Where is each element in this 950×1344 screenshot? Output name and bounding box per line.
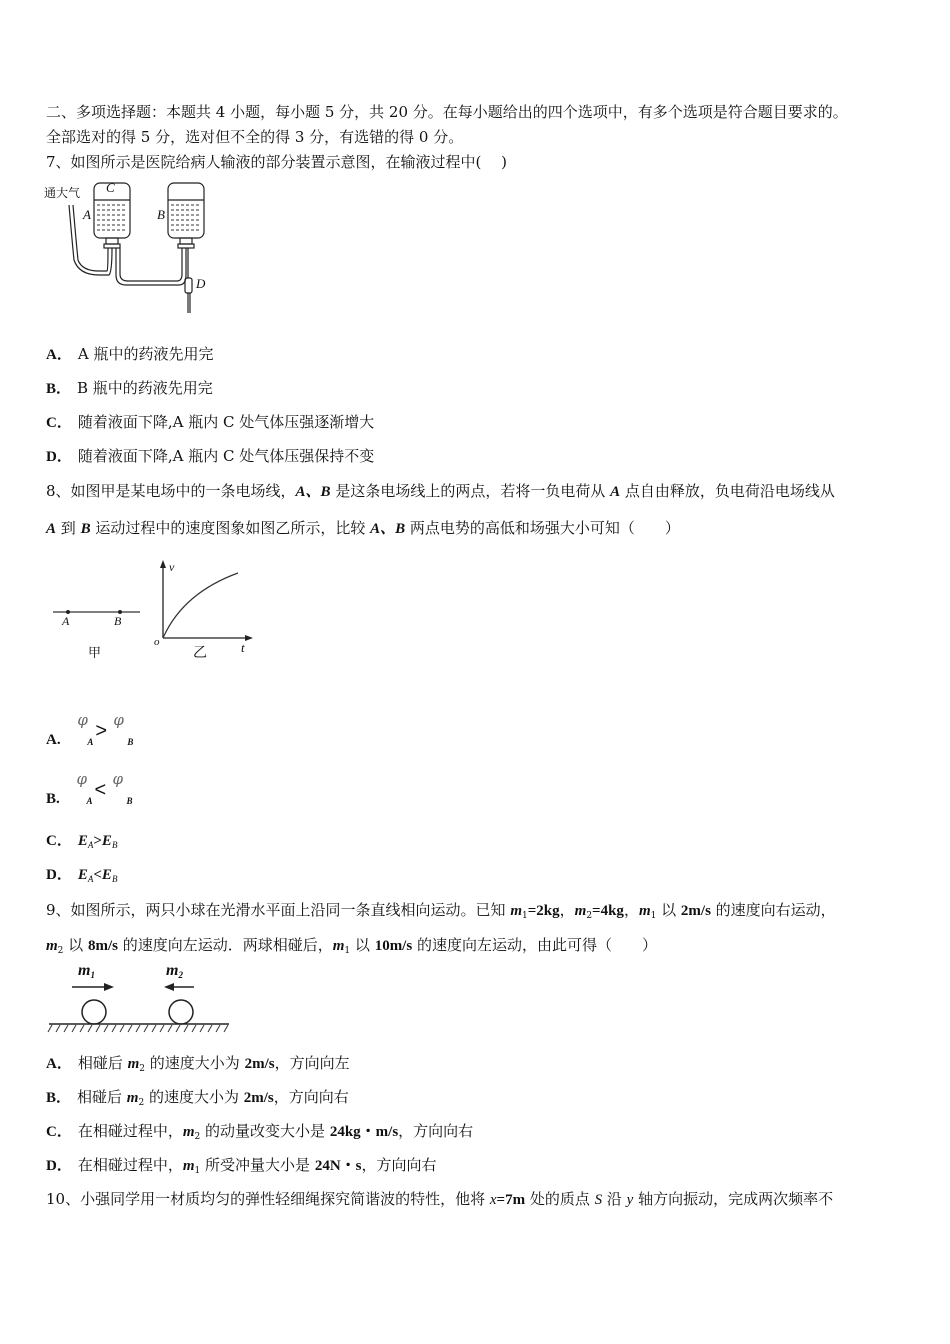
label-air: 通大气 [44, 186, 81, 200]
q8-option-d[interactable]: D． $E_A<E_B$ [46, 867, 118, 884]
q9-option-d[interactable]: D． 在相碰过程中，$m_1$ 所受冲量大小是 24N・s，方向向右 [46, 1156, 437, 1176]
label-C: C [106, 180, 115, 195]
collision-figure [44, 962, 234, 1037]
point-B-label: B [114, 614, 122, 628]
phi-symbol: φ [77, 711, 88, 729]
section-header-line1: 二、多项选择题：本题共 4 小题，每小题 5 分，共 20 分。在每小题给出的四个选项中，有多个选项是符合题目要求的。 [46, 103, 848, 121]
q7-option-d[interactable]: D． 随着液面下降,A 瓶内 C 处气体压强保持不变 [46, 447, 375, 465]
t-axis-label: t [241, 640, 245, 655]
caption-jia: 甲 [88, 646, 102, 661]
label-A: A [83, 207, 91, 222]
v-axis-label: v [169, 560, 175, 574]
q9-stem-line2: $m_2$ 以 8m/s 的速度向左运动．两球相碰后，$m_1$ 以 10m/s 的速度向左运动，由此可得（ ） [46, 936, 657, 956]
iv-drip-figure [44, 180, 224, 315]
section-header-line2: 全部选对的得 5 分，选对但不全的得 3 分，有选错的得 0 分。 [46, 128, 464, 146]
caption-yi: 乙 [193, 645, 207, 661]
origin-label: o [154, 636, 160, 648]
point-A-label: A [62, 614, 70, 628]
q7-option-a[interactable]: A． A 瓶中的药液先用完 [46, 345, 214, 363]
q8-option-a[interactable]: A. φ A > φ B [46, 711, 134, 748]
ball1-label: $m_1$ [78, 962, 95, 980]
ball2-label: $m_2$ [166, 962, 183, 980]
q7-option-c[interactable]: C． 随着液面下降,A 瓶内 C 处气体压强逐渐增大 [46, 413, 375, 431]
label-B: B [157, 207, 165, 222]
q9-option-b[interactable]: B． 相碰后 $m_2$ 的速度大小为 2m/s，方向向右 [46, 1088, 349, 1108]
q9-option-a[interactable]: A． 相碰后 $m_2$ 的速度大小为 2m/s，方向向左 [46, 1054, 350, 1074]
q8-stem-line1: 8、如图甲是某电场中的一条电场线，A、B 是这条电场线上的两点，若将一负电荷从 A 点自由释放，负电荷沿电场线从 [46, 482, 835, 500]
q7-stem: 7、如图所示是医院给病人输液的部分装置示意图，在输液过程中( ) [46, 153, 508, 171]
q9-stem-line1: 9、如图所示，两只小球在光滑水平面上沿同一条直线相向运动。已知 $m_1=2kg$，$m_2=4kg$，$m_1$ 以 2m/s 的速度向右运动， [46, 901, 836, 921]
label-D: D [196, 276, 206, 291]
q9-option-c[interactable]: C． 在相碰过程中，$m_2$ 的动量改变大小是 24kg・m/s，方向向右 [46, 1122, 474, 1142]
q8-option-c[interactable]: C． $E_A>E_B$ [46, 833, 118, 850]
field-line-figure [48, 558, 268, 683]
q8-option-b[interactable]: B. φ A < φ B [46, 770, 133, 807]
q10-stem: 10、小强同学用一材质均匀的弹性轻细绳探究简谐波的特性，他将 x=7m 处的质点 S 沿 y 轴方向振动，完成两次频率不 [46, 1190, 834, 1208]
q7-option-b[interactable]: B． B 瓶中的药液先用完 [46, 379, 213, 397]
q8-stem-line2: A 到 B 运动过程中的速度图象如图乙所示，比较 A、B 两点电势的高低和场强大小可知（ ） [46, 519, 680, 537]
